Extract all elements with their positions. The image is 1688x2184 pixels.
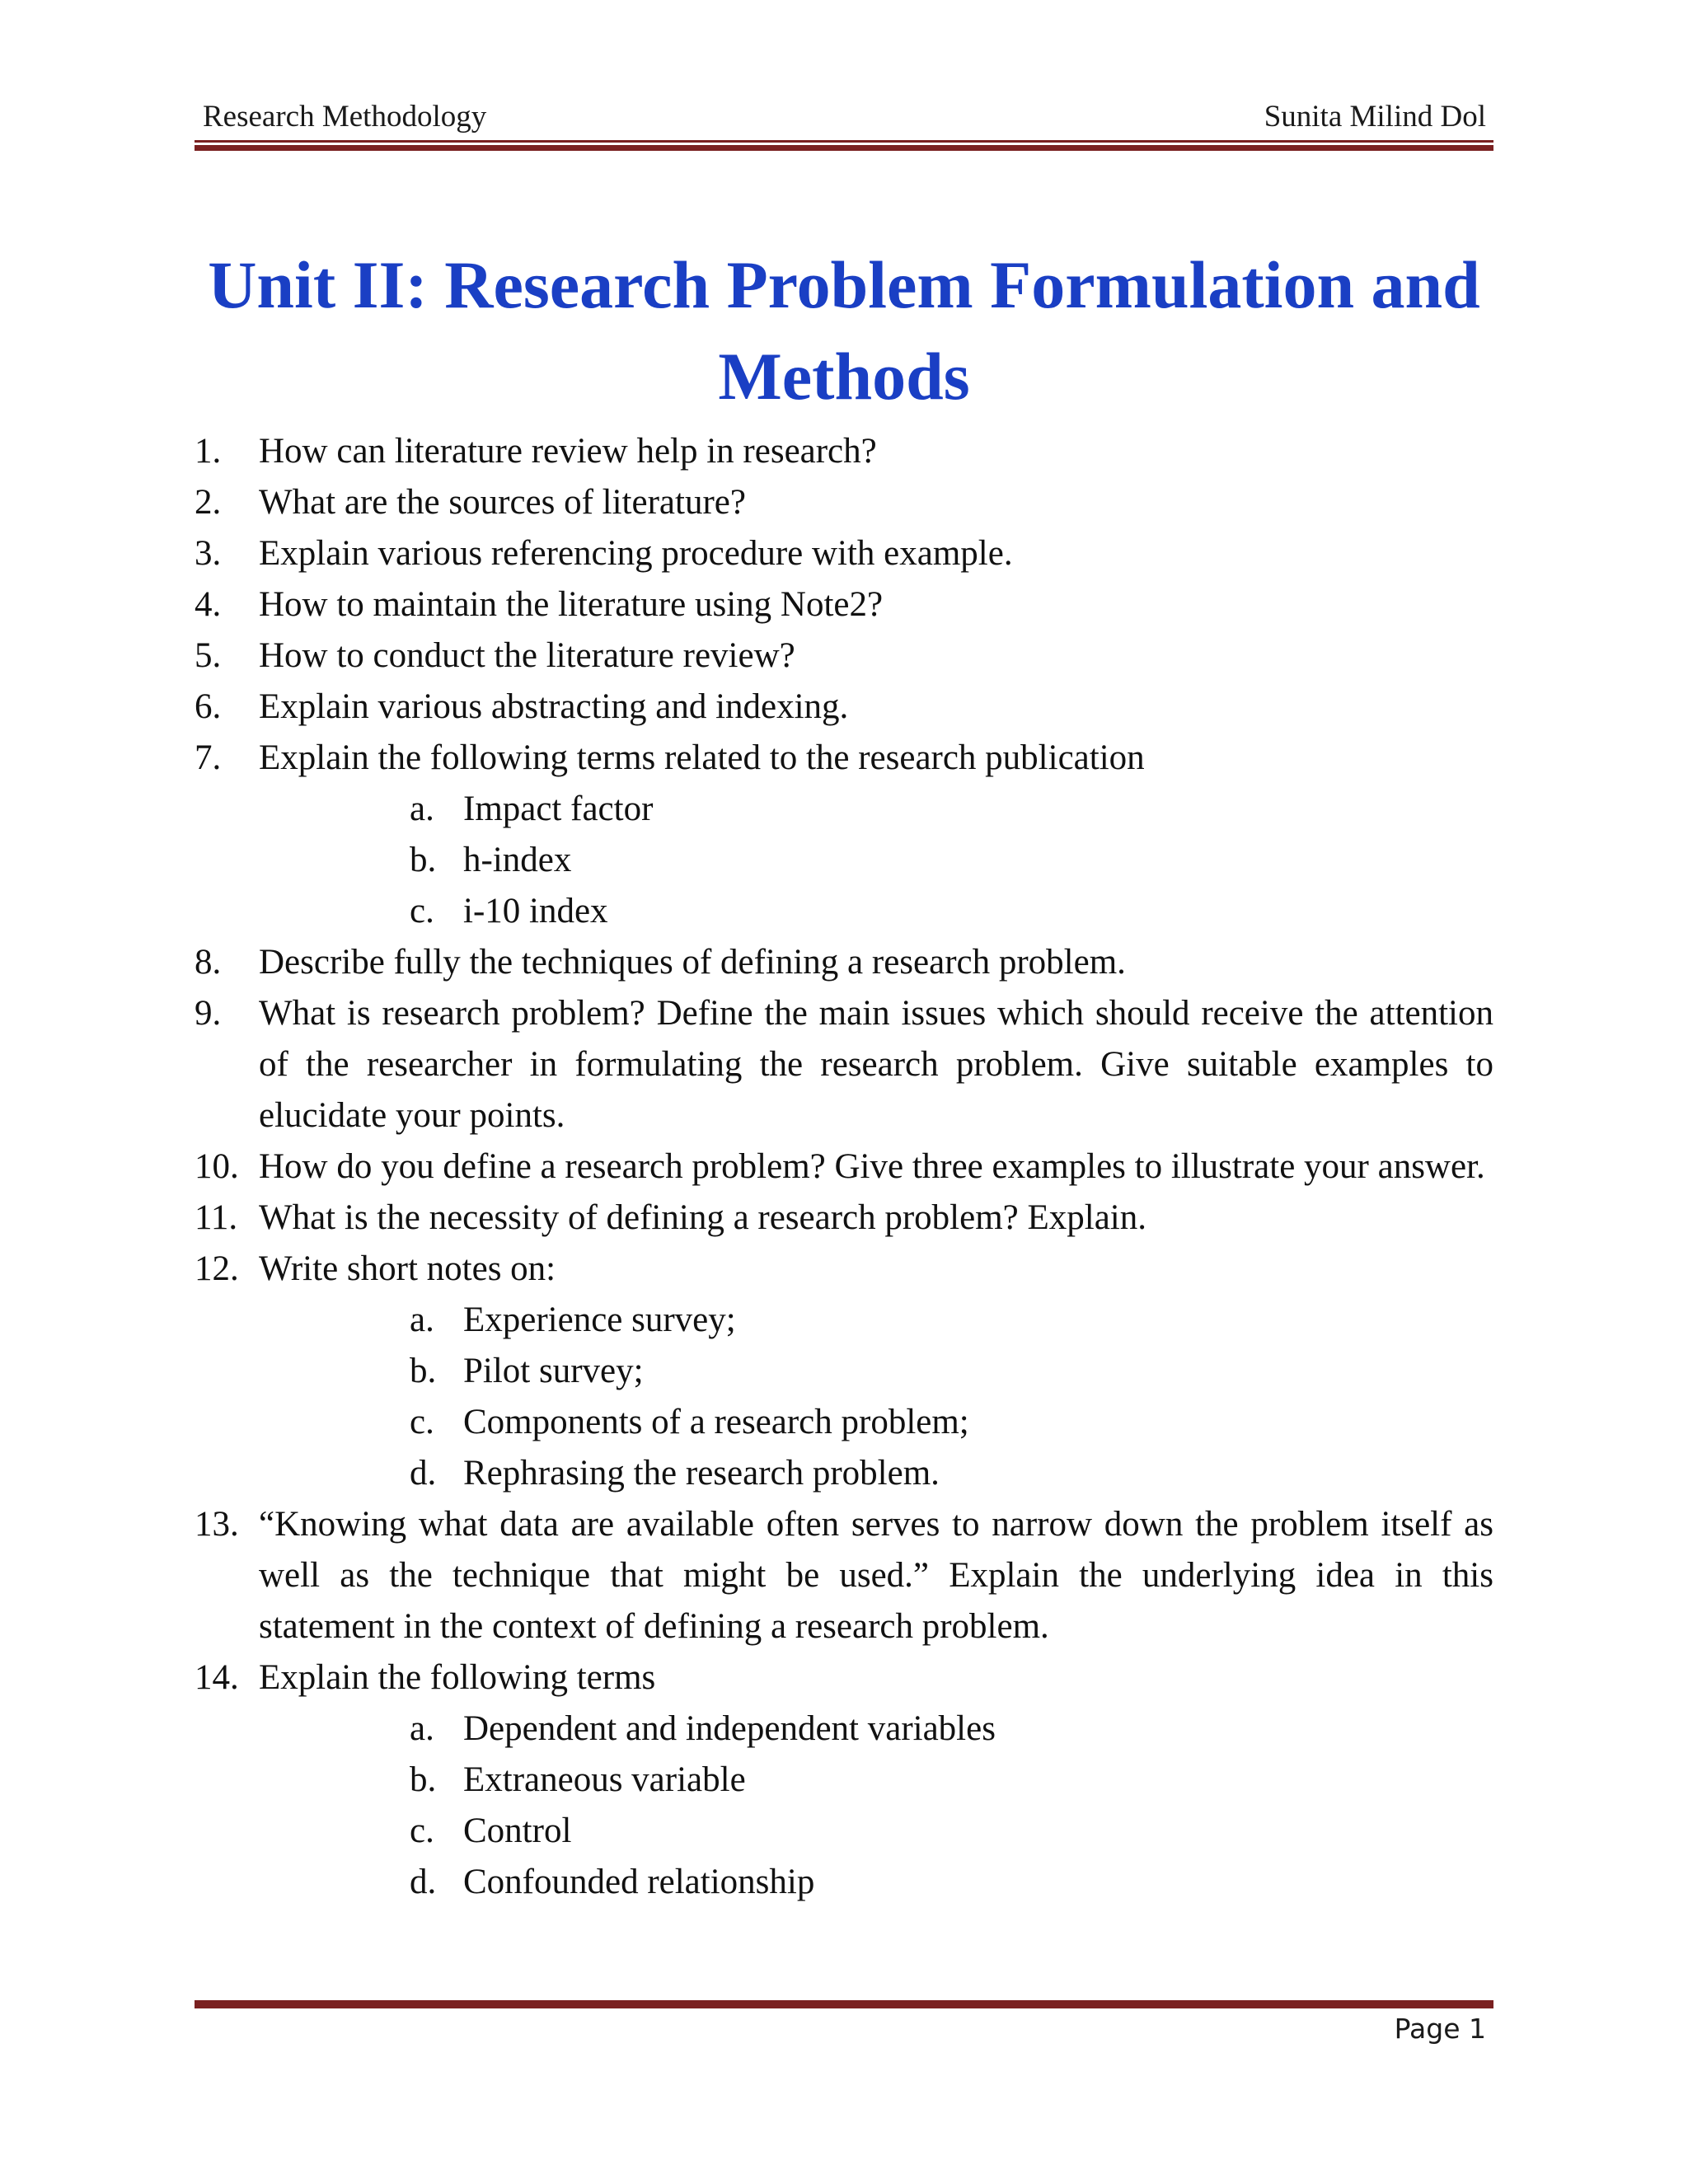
question-text: What is research problem? Define the main issues which should receive the attention of the researcher in formulating the research problem. Give suitable examples to elucidate your points. [259, 994, 1493, 1135]
question-text: Explain the following terms [259, 1658, 656, 1697]
sub-item [259, 1397, 1493, 1448]
sub-item-letter: d. [410, 1454, 437, 1493]
footer-rule [195, 1998, 1493, 2008]
sub-item-text: i-10 index [463, 892, 608, 930]
question-number: 3. [195, 534, 222, 573]
question-text: “Knowing what data are available often serves to narrow down the problem itself as well as the technique that might be used.” Explain the underlying idea in this statement in the context of defining a research problem. [259, 1505, 1493, 1646]
sub-item-letter: d. [410, 1863, 437, 1901]
sub-item-text: Components of a research problem; [463, 1403, 969, 1441]
sub-item-text: Rephrasing the research problem. [463, 1454, 940, 1493]
question-number: 5. [195, 636, 222, 675]
question-item [195, 477, 1493, 528]
question-number: 1. [195, 432, 222, 471]
sub-item-text: Dependent and independent variables [463, 1709, 996, 1748]
sub-item-letter: a. [410, 1301, 434, 1339]
question-item [195, 988, 1493, 1141]
header-right-text: Sunita Milind Dol [1264, 100, 1486, 134]
sub-item [259, 1295, 1493, 1346]
sub-item-text: Impact factor [463, 790, 654, 828]
question-text: Explain various abstracting and indexing. [259, 687, 849, 726]
header-left-text: Research Methodology [203, 100, 487, 134]
page-title: Unit II: Research Problem Formulation and Methods [208, 246, 1480, 414]
sub-item-text: Pilot survey; [463, 1352, 644, 1390]
question-list [195, 426, 1493, 1908]
page-number: Page 1 [1394, 2013, 1486, 2045]
sub-item-letter: c. [410, 1811, 434, 1850]
question-number: 12. [195, 1249, 239, 1288]
sub-item [259, 1704, 1493, 1755]
sub-item-letter: a. [410, 790, 434, 828]
question-text: Write short notes on: [259, 1249, 556, 1288]
sub-item-list [259, 1295, 1493, 1499]
sub-item-letter: c. [410, 892, 434, 930]
question-item [195, 1652, 1493, 1908]
question-text: What is the necessity of defining a research problem? Explain. [259, 1198, 1146, 1237]
question-text: Explain the following terms related to the research publication [259, 738, 1145, 777]
sub-item-letter: b. [410, 841, 437, 879]
question-number: 4. [195, 585, 222, 624]
sub-item [259, 1857, 1493, 1908]
sub-item-letter: b. [410, 1352, 437, 1390]
question-item [195, 630, 1493, 682]
sub-item [259, 886, 1493, 937]
sub-item [259, 1806, 1493, 1857]
header-rule [195, 140, 1493, 151]
question-item [195, 1499, 1493, 1652]
question-number: 8. [195, 943, 222, 982]
question-item [195, 528, 1493, 579]
sub-item [259, 835, 1493, 886]
question-text: How can literature review help in research? [259, 432, 877, 471]
question-item [195, 1244, 1493, 1499]
question-item [195, 1193, 1493, 1244]
sub-item-text: Extraneous variable [463, 1760, 746, 1799]
sub-item [259, 1448, 1493, 1499]
question-number: 11. [195, 1198, 238, 1237]
sub-item-letter: c. [410, 1403, 434, 1441]
question-number: 10. [195, 1147, 239, 1186]
question-text: What are the sources of literature? [259, 483, 746, 522]
question-item [195, 682, 1493, 733]
question-item [195, 733, 1493, 937]
sub-item [259, 784, 1493, 835]
question-item [195, 937, 1493, 988]
question-number: 13. [195, 1505, 239, 1544]
question-number: 7. [195, 738, 222, 777]
question-number: 2. [195, 483, 222, 522]
question-text: Explain various referencing procedure with example. [259, 534, 1013, 573]
sub-item-list [259, 784, 1493, 937]
sub-item-list [259, 1704, 1493, 1908]
sub-item-letter: a. [410, 1709, 434, 1748]
question-text: How do you define a research problem? Give three examples to illustrate your answer. [259, 1147, 1485, 1186]
question-number: 9. [195, 994, 222, 1033]
sub-item-letter: b. [410, 1760, 437, 1799]
question-text: How to maintain the literature using Note2? [259, 585, 884, 624]
question-number: 6. [195, 687, 222, 726]
question-item [195, 1141, 1493, 1193]
sub-item-text: Confounded relationship [463, 1863, 815, 1901]
question-text: How to conduct the literature review? [259, 636, 795, 675]
question-number: 14. [195, 1658, 239, 1697]
question-item [195, 579, 1493, 630]
sub-item-text: Control [463, 1811, 572, 1850]
sub-item-text: h-index [463, 841, 572, 879]
question-item [195, 426, 1493, 477]
sub-item-text: Experience survey; [463, 1301, 736, 1339]
sub-item [259, 1755, 1493, 1806]
question-text: Describe fully the techniques of defining a research problem. [259, 943, 1126, 982]
sub-item [259, 1346, 1493, 1397]
